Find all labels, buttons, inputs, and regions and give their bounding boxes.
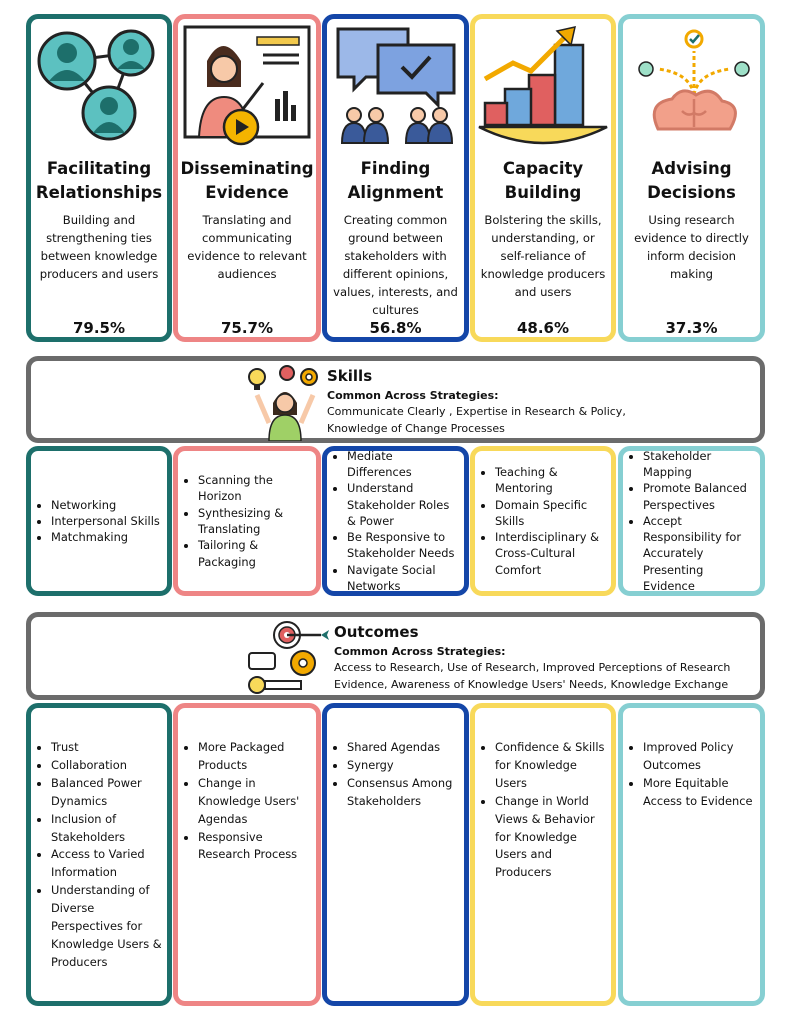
outcomes-subheading: Common Across Strategies: [334, 645, 506, 658]
outcomes-list [327, 739, 464, 1001]
outcomes-card-advising-decisions [618, 703, 765, 1006]
strategy-percent: 75.7% [220, 319, 274, 337]
outcomes-card-disseminating-evidence [173, 703, 321, 1006]
list-item: • More Equitable Access to Evidence [643, 775, 756, 811]
list-item: • Inclusion of Stakeholders [51, 811, 163, 847]
list-item: • Mediate Differences [347, 448, 460, 481]
skills-list [178, 472, 316, 570]
strategy-description: Translating and communicating evidence to relevant audiences [187, 213, 307, 281]
strategy-card-advising-decisions [618, 14, 765, 342]
outcomes-card-finding-alignment [322, 703, 469, 1006]
list-item: • Collaboration [51, 757, 163, 775]
outcomes-heading: Outcomes [334, 623, 419, 641]
outcomes-card-facilitating-relationships [26, 703, 172, 1006]
strategy-description: Building and strengthening ties between knowledge producers and users [39, 213, 159, 281]
brain-decision-icon [623, 23, 760, 163]
list-item: • Shared Agendas [347, 739, 460, 757]
strategy-percent: 48.6% [516, 319, 570, 337]
strategy-title: Disseminating Evidence [180, 159, 314, 202]
outcomes-banner [26, 612, 765, 700]
target-gears-icon [245, 619, 331, 701]
list-item: • Confidence & Skills for Knowledge Users [495, 739, 607, 793]
skills-list [31, 497, 164, 546]
list-item: • Interpersonal Skills [51, 513, 160, 529]
list-item: • Tailoring & Packaging [198, 537, 312, 570]
outcomes-common-text: Access to Research, Use of Research, Improved Perceptions of Research Evidence, Awareness of Knowledge Users' Needs, Knowledge Exchange [334, 661, 731, 691]
outcomes-list [31, 739, 167, 1001]
list-item: • Teaching & Mentoring [495, 464, 607, 497]
list-item: • Responsive Research Process [198, 829, 312, 865]
strategy-percent: 56.8% [369, 319, 422, 337]
skills-list [327, 448, 464, 595]
list-item: • Balanced Power Dynamics [51, 775, 163, 811]
list-item: • Access to Varied Information [51, 846, 163, 882]
list-item: • Consensus Among Stakeholders [347, 775, 460, 811]
strategy-card-disseminating-evidence [173, 14, 321, 342]
chat-agreement-icon [327, 23, 464, 163]
growth-city-icon [475, 23, 611, 163]
outcomes-list [475, 739, 611, 1001]
strategy-title: Advising Decisions [647, 159, 736, 202]
list-item: • Interdisciplinary & Cross-Cultural Comfort [495, 529, 607, 578]
strategy-percent: 37.3% [665, 319, 718, 337]
list-item: • Domain Specific Skills [495, 497, 607, 530]
outcomes-list [178, 739, 316, 1001]
list-item: • Change in Knowledge Users' Agendas [198, 775, 312, 829]
people-network-icon [31, 23, 167, 163]
strategy-description: Using research evidence to directly inform decision making [634, 213, 749, 281]
outcomes-card-capacity-building [470, 703, 616, 1006]
list-item: • Navigate Social Networks [347, 562, 460, 595]
skills-card-capacity-building [470, 446, 616, 596]
strategy-card-capacity-building [470, 14, 616, 342]
thinker-idea-icon [245, 363, 325, 445]
list-item: • Improved Policy Outcomes [643, 739, 756, 775]
skills-heading: Skills [327, 367, 373, 385]
strategy-title: Facilitating Relationships [35, 159, 163, 202]
skills-list [623, 448, 760, 595]
skills-common-text: Communicate Clearly , Expertise in Research & Policy, Knowledge of Change Processes [327, 405, 626, 435]
list-item: • Understanding of Diverse Perspectives for Knowledge Users & Producers [51, 882, 163, 972]
strategy-description: Creating common ground between stakeholders with different opinions, values, interests, and cultures [333, 213, 458, 317]
strategy-card-facilitating-relationships [26, 14, 172, 342]
list-item: • Matchmaking [51, 529, 160, 545]
skills-card-advising-decisions [618, 446, 765, 596]
list-item: • Change in World Views & Behavior for Knowledge Users and Producers [495, 793, 607, 883]
strategy-card-finding-alignment [322, 14, 469, 342]
skills-card-facilitating-relationships [26, 446, 172, 596]
strategy-percent: 79.5% [72, 319, 126, 337]
strategy-title: Finding Alignment [347, 159, 444, 202]
list-item: • Trust [51, 739, 163, 757]
strategy-title: Capacity Building [502, 159, 584, 202]
list-item: • Synergy [347, 757, 460, 775]
list-item: • More Packaged Products [198, 739, 312, 775]
list-item: • Networking [51, 497, 160, 513]
skills-banner [26, 356, 765, 443]
list-item: • Synthesizing & Translating [198, 505, 312, 538]
skills-subheading: Common Across Strategies: [327, 389, 499, 402]
list-item: • Promote Balanced Perspectives [643, 480, 756, 513]
presenter-icon [178, 23, 316, 163]
list-item: • Be Responsive to Stakeholder Needs [347, 529, 460, 562]
skills-card-disseminating-evidence [173, 446, 321, 596]
skills-card-finding-alignment [322, 446, 469, 596]
skills-list [475, 464, 611, 578]
strategy-description: Bolstering the skills, understanding, or self-reliance of knowledge producers and users [480, 213, 606, 299]
list-item: • Stakeholder Mapping [643, 448, 756, 481]
list-item: • Scanning the Horizon [198, 472, 312, 505]
outcomes-list [623, 739, 760, 1001]
list-item: • Accept Responsibility for Accurately Presenting Evidence [643, 513, 756, 594]
list-item: • Understand Stakeholder Roles & Power [347, 480, 460, 529]
